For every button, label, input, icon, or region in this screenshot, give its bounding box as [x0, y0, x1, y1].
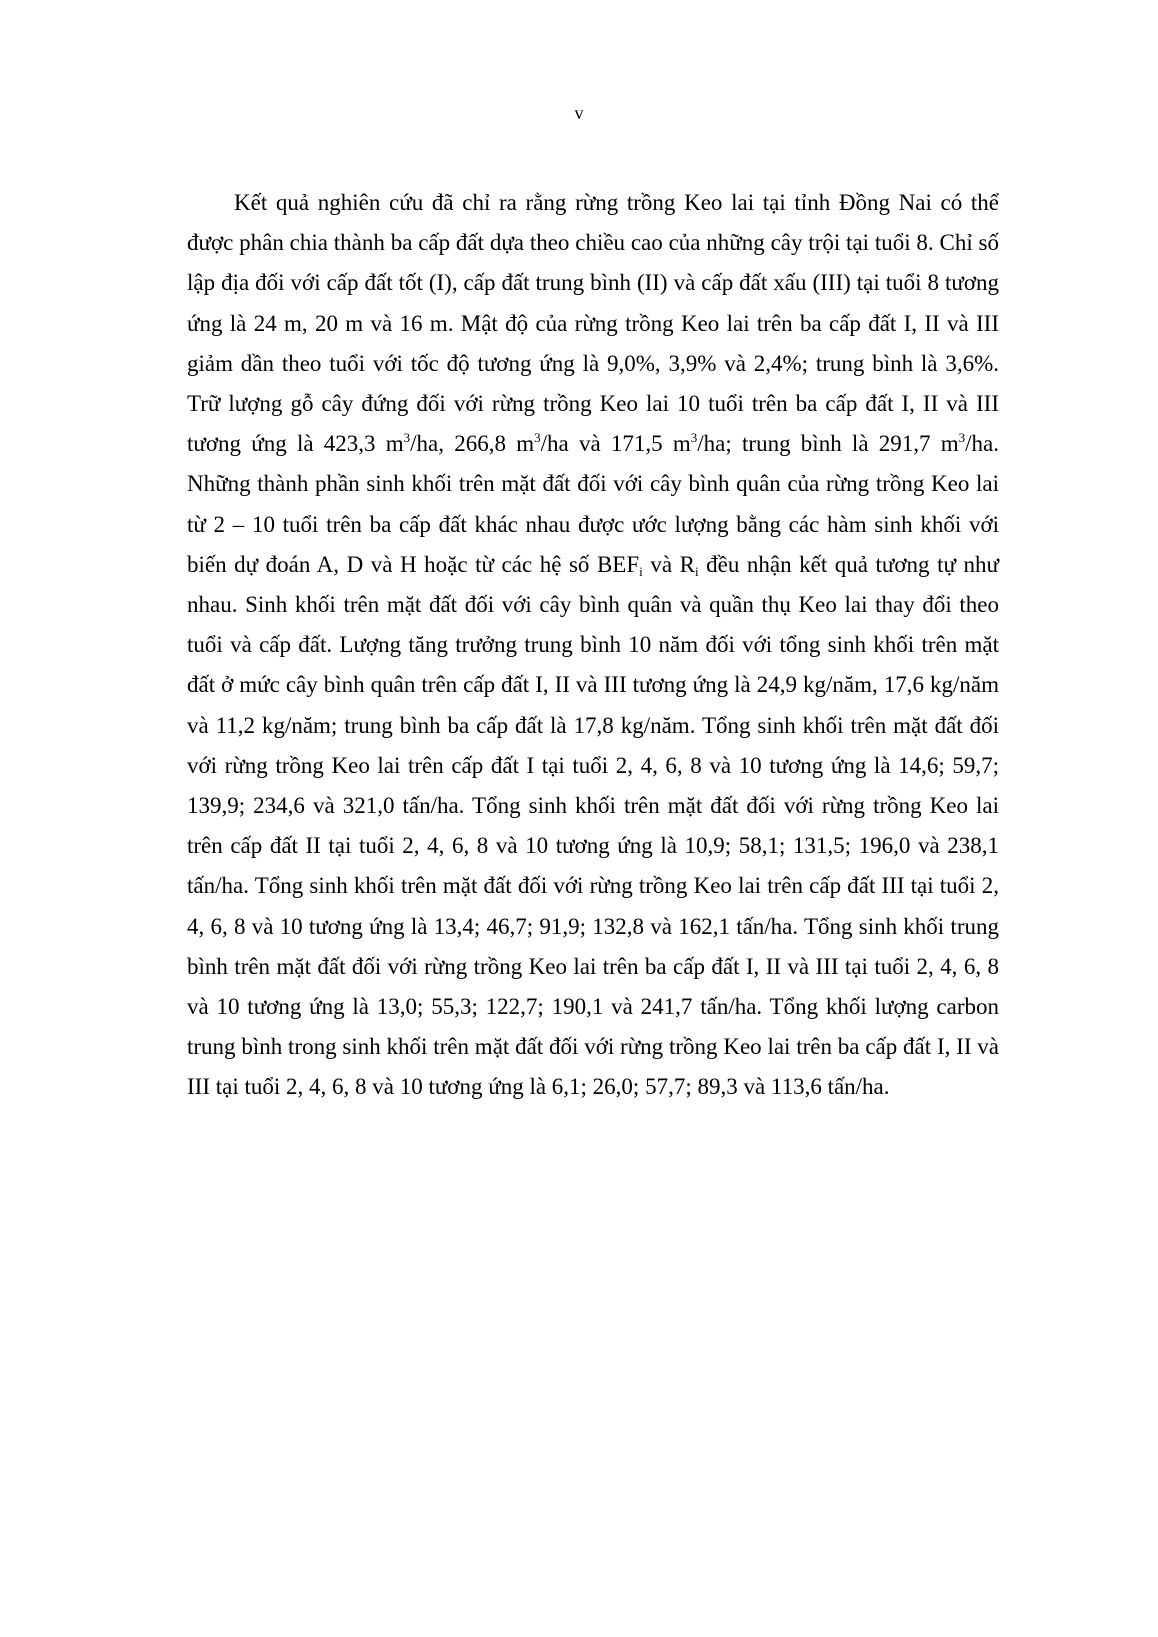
summary-paragraph	[187, 183, 999, 1108]
page-number: v	[574, 103, 584, 123]
subscript-i: i	[639, 563, 643, 579]
superscript-cubic: 3	[958, 430, 966, 446]
superscript-cubic: 3	[690, 430, 698, 446]
superscript-cubic: 3	[403, 430, 411, 446]
superscript-cubic: 3	[534, 430, 541, 446]
text-run: /ha; trung bình là 291,7 m	[697, 431, 959, 457]
subscript-i: i	[694, 563, 699, 579]
text-run: /ha, 266,8 m	[410, 431, 535, 457]
text-run: và R	[642, 551, 695, 577]
text-run: Kết quả nghiên cứu đã chỉ ra rằng rừng trồng Keo lai tại tỉnh Đồng Nai có thể được phân chia thành ba cấp đất dựa theo chiều cao của những cây trội tại tuổi 8. Chỉ số lập địa đối với cấp đất tốt (I), cấp đất trung bình (II) và cấp đất xấu (III) tại tuổi 8 tương ứng là 24 m, 20 m và 16 m. Mật độ của rừng trồng Keo lai trên ba cấp đất I, II và III giảm dần theo tuổi với tốc độ tương ứng là 9,0%, 3,9% và 2,4%; trung bình là 3,6%. Trữ lượng gỗ cây đứng đối với rừng trồng Keo lai 10 tuổi trên ba cấp đất I, II và III tương ứng là 423,3 m	[187, 190, 999, 457]
text-run: /ha và 171,5 m	[540, 431, 691, 457]
text-run: /ha. Những thành phần sinh khối trên mặt đất đối với cây bình quân của rừng trồng Keo lai từ 2 – 10 tuổi trên ba cấp đất khác nhau được ước lượng bằng các hàm sinh khối với biến dự đoán A, D và H hoặc từ các hệ số BEF	[187, 431, 999, 577]
text-run: đều nhận kết quả tương tự như nhau. Sinh khối trên mặt đất đối với cây bình quân và quần thụ Keo lai thay đổi theo tuổi và cấp đất. Lượng tăng trưởng trung bình 10 năm đối với tổng sinh khối trên mặt đất ở mức cây bình quân trên cấp đất I, II và III tương ứng là 24,9 kg/năm, 17,6 kg/năm và 11,2 kg/năm; trung bình ba cấp đất là 17,8 kg/năm. Tổng sinh khối trên mặt đất đối với rừng trồng Keo lai trên cấp đất I tại tuổi 2, 4, 6, 8 và 10 tương ứng là 14,6; 59,7; 139,9; 234,6 và 321,0 tấn/ha. Tổng sinh khối trên mặt đất đối với rừng trồng Keo lai trên cấp đất II tại tuổi 2, 4, 6, 8 và 10 tương ứng là 10,9; 58,1; 131,5; 196,0 và 238,1 tấn/ha. Tổng sinh khối trên mặt đất đối với rừng trồng Keo lai trên cấp đất III tại tuổi 2, 4, 6, 8 và 10 tương ứng là 13,4; 46,7; 91,9; 132,8 và 162,1 tấn/ha. Tổng sinh khối trung bình trên mặt đất đối với rừng trồng Keo lai trên ba cấp đất I, II và III tại tuổi 2, 4, 6, 8 và 10 tương ứng là 13,0; 55,3; 122,7; 190,1 và 241,7 tấn/ha. Tổng khối lượng carbon trung bình trong sinh khối trên mặt đất đối với rừng trồng Keo lai trên ba cấp đất I, II và III tại tuổi 2, 4, 6, 8 và 10 tương ứng là 6,1; 26,0; 57,7; 89,3 và 113,6 tấn/ha.	[187, 551, 999, 1100]
